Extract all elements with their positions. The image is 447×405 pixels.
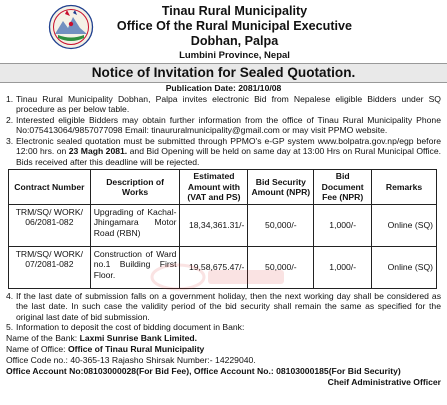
work-description: Construction of Ward no.1 Building First Floor. — [90, 246, 180, 288]
point-text: Interested eligible Bidders may obtain further information from the office of Tinau Rural Municipality Phone No:075413064/9857077098 Email: tinaururalmunicipality@gmail.com or may visit PPMO website. — [16, 114, 441, 136]
bank-name-line — [6, 333, 441, 344]
office-name-value: Office of Tinau Rural Municipality — [67, 343, 205, 354]
document-fee: 1,000/- — [314, 246, 372, 288]
point-number: 4. — [6, 290, 14, 301]
bank-name: Laxmi Sunrise Bank Limited. — [79, 332, 198, 343]
column-header: Description of Works — [90, 170, 180, 205]
point-text: Information to deposit the cost of bidding document in Bank: — [16, 322, 245, 333]
column-header: Estimated Amount with (VAT and PS) — [180, 170, 248, 205]
point-text: Tinau Rural Municipality Dobhan, Palpa invites electronic Bid from Nepalese eligible Bidders under SQ procedure as per below table. — [16, 94, 441, 115]
contract-number: TRM/SQ/ WORK/ 07/2081-082 — [9, 246, 91, 288]
estimated-amount: 19,58,675.47/- — [180, 246, 248, 288]
column-header: Bid Security Amount (NPR) — [248, 170, 314, 205]
office-location: Dobhan, Palpa — [190, 34, 279, 48]
publication-date: Publication Date: 2081/10/08 — [165, 83, 282, 93]
notice-point-4 — [6, 291, 441, 322]
office-account-line: Office Account No:08103000028(For Bid Fee), Office Account No.: 08103000185(For Bid Security) — [6, 365, 401, 376]
table-row — [9, 204, 437, 246]
bid-security: 50,000/- — [248, 246, 314, 288]
signature-title: Cheif Administrative Officer — [327, 376, 441, 387]
bid-security: 50,000/- — [248, 204, 314, 246]
bid-table — [8, 169, 437, 289]
deadline-date: 23 Magh 2081. — [68, 146, 128, 157]
office-name-line — [6, 344, 441, 355]
notice-point-5 — [6, 322, 441, 332]
point-number: 5. — [6, 322, 14, 333]
estimated-amount: 18,34,361.31/- — [180, 204, 248, 246]
point-text — [16, 136, 441, 167]
office-name: Office Of the Rural Municipal Executive — [116, 19, 353, 33]
notice-point-3 — [6, 136, 441, 167]
point-number: 1. — [6, 94, 14, 104]
municipality-emblem-icon — [48, 4, 94, 50]
contract-number: TRM/SQ/ WORK/ 06/2081-082 — [9, 204, 91, 246]
point-text-part: and Bid Opening will be held on same day at 13:00 Hrs on Rural Municipal Office. Bids received after this deadline will be rejected. — [16, 146, 442, 167]
column-header: Contract Number — [9, 170, 91, 205]
work-description: Upgrading of Kachal-Jhingamara Motor Road (RBN) — [90, 204, 180, 246]
municipality-name: Tinau Rural Municipality — [161, 4, 308, 18]
notice-point-2 — [6, 115, 441, 136]
point-text-part: Electronic sealed quotation must be submitted through PPMO's e-GP system www.bolpatra.gov.np/egp before 12:00 hrs. on — [16, 135, 441, 157]
document-fee: 1,000/- — [314, 204, 372, 246]
province-line: Lumbini Province, Nepal — [179, 50, 290, 61]
notice-title: Notice of Invitation for Sealed Quotation. — [0, 63, 447, 83]
remarks: Online (SQ) — [372, 204, 437, 246]
bank-name-label: Name of the Bank: — [6, 332, 80, 343]
column-header: Remarks — [372, 170, 437, 205]
point-text: If the last date of submission falls on a government holiday, then the next working day shall be considered as the last date. In such case the validity period of the bid security shall remain the same as specified for the original last date of bid submission. — [16, 290, 441, 322]
table-header-row — [9, 170, 437, 205]
point-number: 2. — [6, 114, 14, 125]
point-number: 3. — [6, 135, 14, 146]
notice-point-1 — [6, 94, 441, 115]
table-row — [9, 246, 437, 288]
office-name-label: Name of Office: — [6, 343, 68, 354]
office-code-line: Office Code no.: 40-365-13 Rajasho Shirsak Number:- 14229040. — [6, 354, 256, 365]
column-header: Bid Document Fee (NPR) — [314, 170, 372, 205]
remarks: Online (SQ) — [372, 246, 437, 288]
